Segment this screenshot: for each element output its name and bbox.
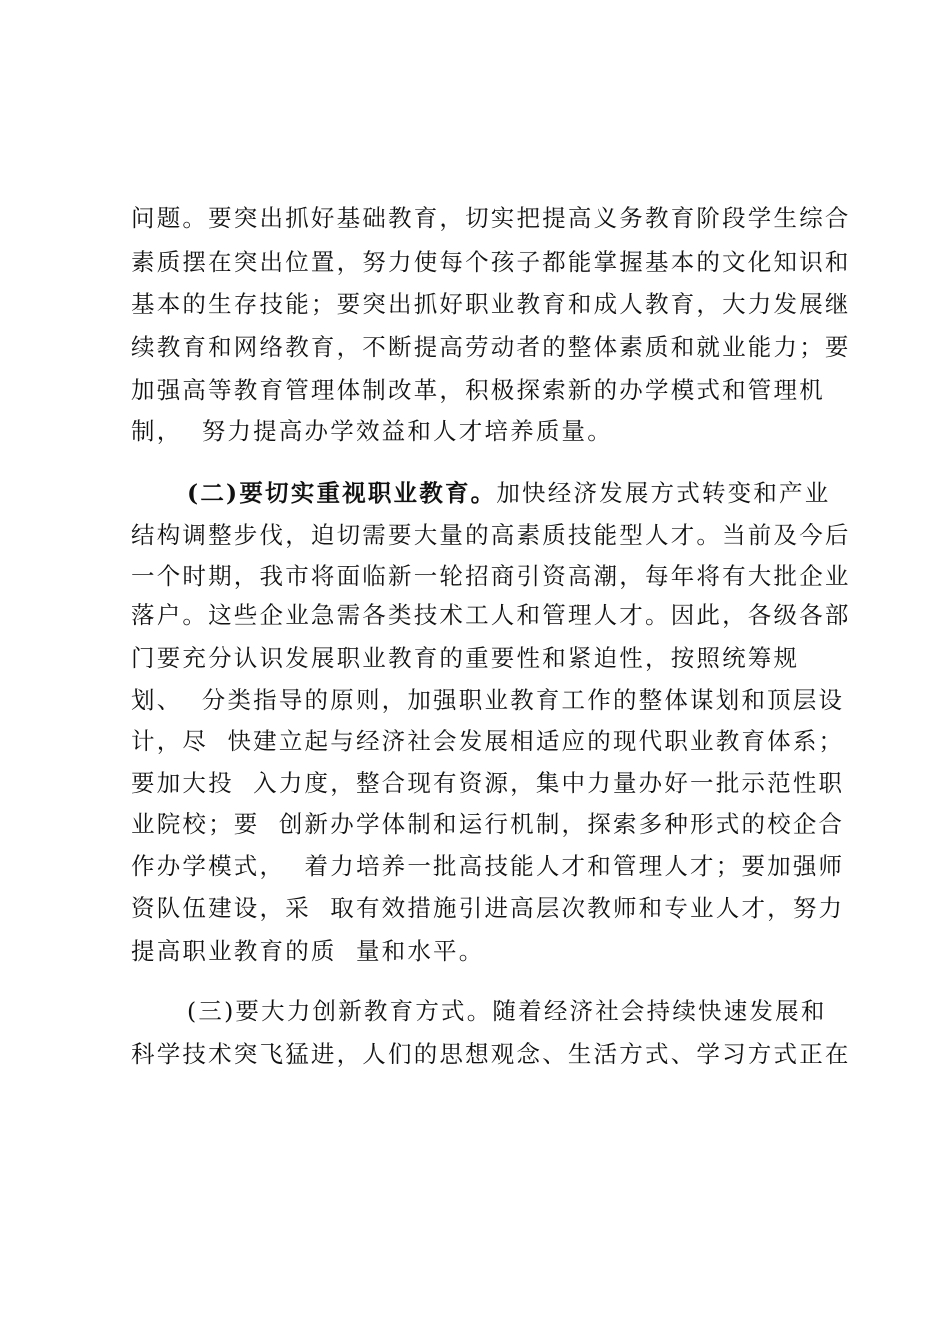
- text-line: 结构调整步伐，迫切需要大量的高素质技能型人才。当前及今后: [131, 521, 851, 549]
- text-line: 业院校；要 创新办学体制和运行机制，探索多种形式的校企合: [131, 810, 845, 838]
- text-span: 加快经济发展方式转变和产业: [496, 479, 831, 507]
- text-line: 续教育和网络教育，不断提高劳动者的整体素质和就业能力；要: [131, 333, 851, 361]
- text-line: 资队伍建设，采 取有效措施引进高层次教师和专业人才，努力: [131, 894, 845, 922]
- text-line: 制， 努力提高办学效益和人才培养质量。: [131, 417, 613, 445]
- text-line: 落户。这些企业急需各类技术工人和管理人才。因此，各级各部: [131, 601, 851, 629]
- text-line: 提高职业教育的质 量和水平。: [131, 937, 485, 965]
- text-line: 一个时期，我市将面临新一轮招商引资高潮，每年将有大批企业: [131, 562, 851, 590]
- text-line: 科学技术突飞猛进，人们的思想观念、生活方式、学习方式正在: [131, 1040, 851, 1068]
- text-line: 作办学模式， 着力培养一批高技能人才和管理人才；要加强师: [131, 852, 845, 880]
- text-line: 问题。要突出抓好基础教育，切实把提高义务教育阶段学生综合: [131, 204, 851, 232]
- text-line: 素质摆在突出位置，努力使每个孩子都能掌握基本的文化知识和: [131, 248, 851, 276]
- section-heading: (二)要切实重视职业教育。: [187, 479, 497, 507]
- text-line: 划、 分类指导的原则，加强职业教育工作的整体谋划和顶层设: [131, 686, 845, 714]
- text-line: 门要充分认识发展职业教育的重要性和紧迫性，按照统筹规: [131, 644, 800, 672]
- text-line: (三)要大力创新教育方式。随着经济社会持续快速发展和: [187, 997, 827, 1025]
- text-line: [187, 476, 830, 510]
- text-line: 要加大投 入力度，整合现有资源，集中力量办好一批示范性职: [131, 769, 845, 797]
- text-line: 计，尽 快建立起与经济社会发展相适应的现代职业教育体系；: [131, 727, 845, 755]
- text-line: 基本的生存技能；要突出抓好职业教育和成人教育，大力发展继: [131, 290, 851, 318]
- text-line: 加强高等教育管理体制改革，积极探索新的办学模式和管理机: [131, 376, 825, 404]
